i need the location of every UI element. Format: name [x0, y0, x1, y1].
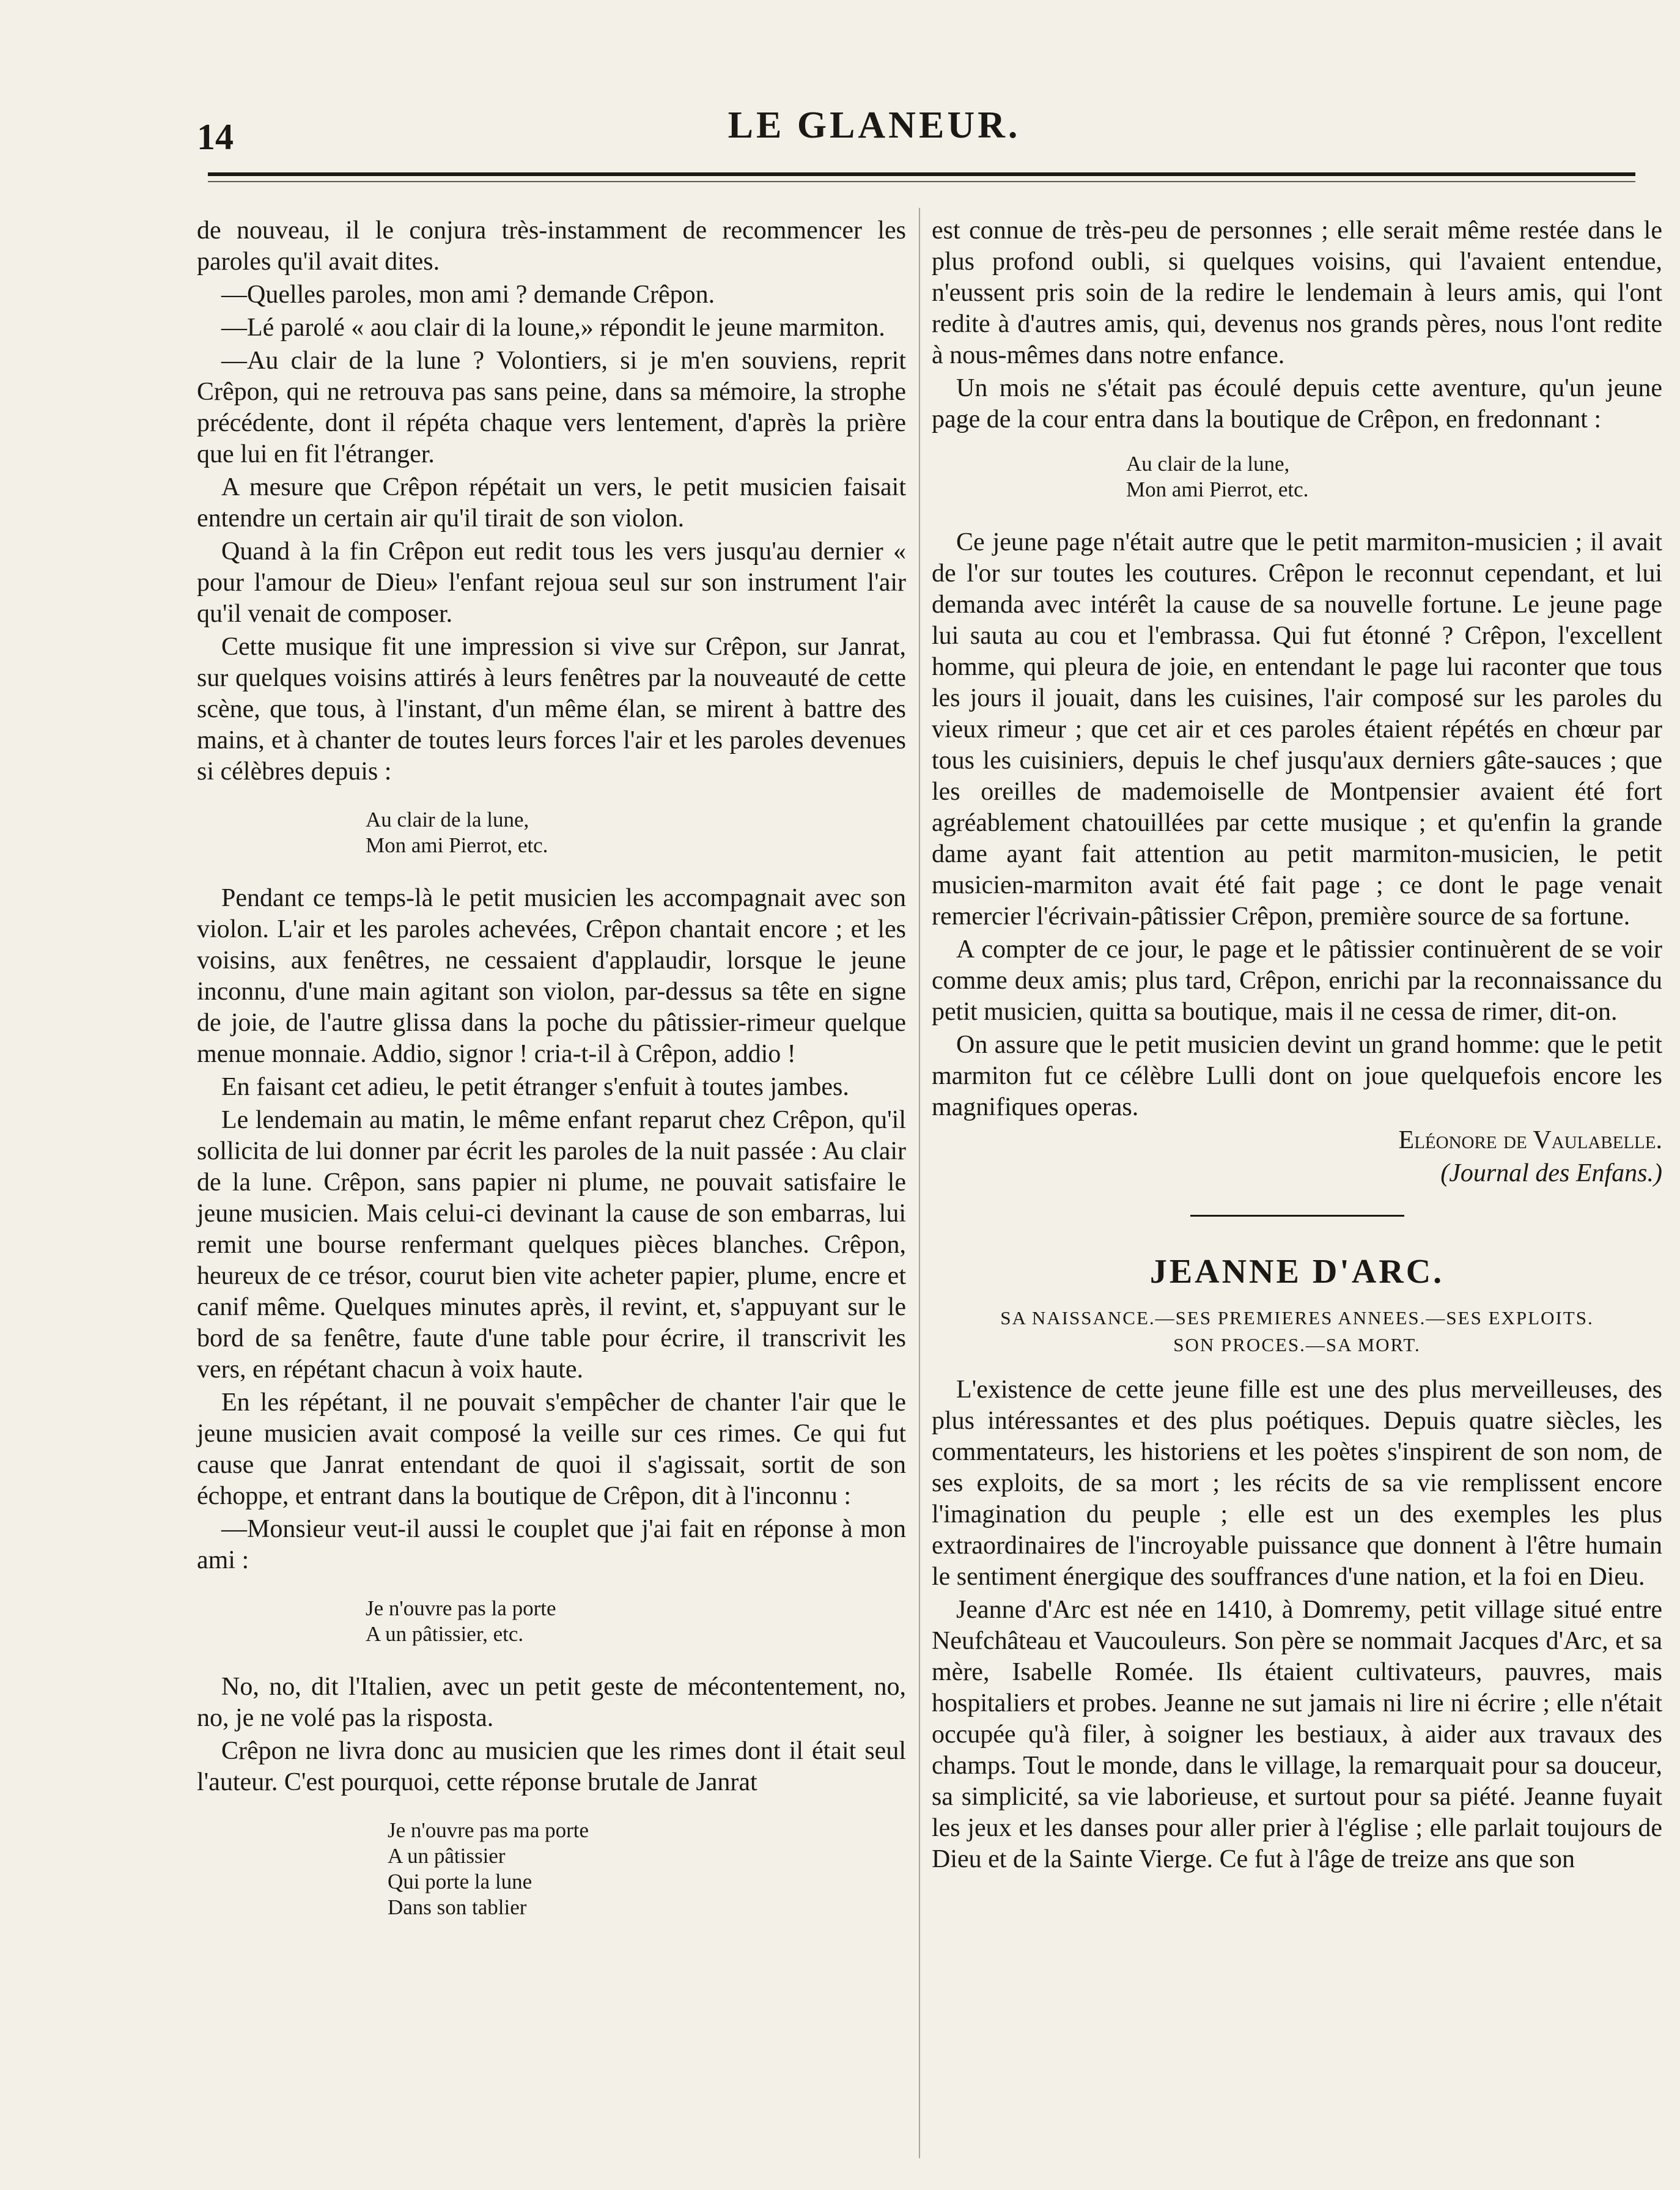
header-rule-thin: [208, 181, 1635, 182]
page-number: 14: [197, 117, 234, 157]
paragraph: A mesure que Crêpon répétait un vers, le petit musicien faisait entendre un certain air qu'il tirait de son violon.: [197, 473, 906, 533]
header-rule: [208, 172, 1635, 176]
running-title: LE GLANEUR.: [728, 105, 1021, 146]
verse-block: [197, 1818, 906, 1920]
paragraph: Ce jeune page n'était autre que le petit marmiton-musicien ; il avait de l'or sur toutes les coutures. Crêpon le reconnut cependant, et lui demanda avec intérêt la cause de sa nouvelle fortune. Le jeune page lui sauta au cou et l'embrassa. Qui fut étonné ? Crêpon, l'excellent homme, qui pleura de joie, en entendant le page lui raconter que tous les jours il jouait, dans les cuisines, l'air composé sur les paroles du vieux rimeur ; que cet air et ces paroles étaient répétés en chœur par tous les cuisiniers, depuis le chef jusqu'aux derniers gâte-sauces ; que les oreilles de mademoiselle de Montpensier avaient été fort agréablement chatouillées par cette musique ; et qu'enfin la grande dame ayant fait attention au petit marmiton-musicien, le petit musicien-marmiton avait été fait page ; ce dont le page venait remercier l'écrivain-pâtissier Crêpon, première source de sa fortune.: [932, 528, 1662, 931]
left-column: [197, 215, 906, 1945]
paragraph: Pendant ce temps-là le petit musicien les accompagnait avec son violon. L'air et les paroles achevées, Crêpon chantait encore ; et les voisins, aux fenêtres, ne cessaient d'applaudir, lorsque le jeune inconnu, d'une main agitant son violon, par-dessus sa tête en signe de joie, de l'autre glissa dans la poche du pâtissier-rimeur quelque menue monnaie. Addio, signor ! cria-t-il à Crêpon, addio !: [197, 884, 906, 1068]
paragraph: —Monsieur veut-il aussi le couplet que j'ai fait en réponse à mon ami :: [197, 1515, 906, 1574]
verse-block: [932, 451, 1662, 503]
verse-block: [197, 807, 906, 858]
paragraph: L'existence de cette jeune fille est une des plus merveilleuses, des plus intéressantes et des plus poétiques. Depuis quatre siècles, les commentateurs, les historiens et les poètes s'inspirent de son nom, de ses exploits, de sa mort ; les récits de sa vie remplissent encore l'imagination du peuple ; elle est un des exemples les plus extraordinaires de l'incroyable puissance que donnent à l'être humain le sentiment énergique des souffrances d'une nation, et la foi en Dieu.: [932, 1376, 1662, 1591]
verse-line: Au clair de la lune,: [1126, 452, 1290, 476]
verse-line: Je n'ouvre pas ma porte: [388, 1818, 589, 1842]
paragraph: est connue de très-peu de personnes ; elle serait même restée dans le plus profond oubli, si quelques voisins, qui l'avaient entendue, n'eussent pris soin de la redire le lendemain à leurs amis, qui l'ont redite à d'autres amis, qui, devenus nos grands pères, nous l'ont redite à nous-mêmes dans notre enfance.: [932, 216, 1662, 369]
paragraph: de nouveau, il le conjura très-instamment de recommencer les paroles qu'il avait dites.: [197, 216, 906, 276]
paragraph: Le lendemain au matin, le même enfant reparut chez Crêpon, qu'il sollicita de lui donner par écrit les paroles de la nuit passée : Au clair de la lune. Crêpon, sans papier ni plume, ne pouvait satisfaire le jeune musicien. Mais celui-ci devinant la cause de son embarras, lui remit une bourse renfermant quelques pièces blanches. Crêpon, heureux de ce trésor, courut bien vite acheter papier, plume, encre et canif même. Quelques minutes après, il revint, et, s'appuyant sur le bord de sa fenêtre, faute d'une table pour écrire, il transcrivit les vers, en répétant chacun à voix haute.: [197, 1106, 906, 1384]
verse-line: Qui porte la lune: [388, 1870, 532, 1893]
author-signature: Eléonore de Vaulabelle.: [1398, 1126, 1662, 1154]
verse-block: [197, 1596, 906, 1647]
verse-line: A un pâtissier, etc.: [366, 1622, 524, 1646]
paragraph: Quand à la fin Crêpon eut redit tous les vers jusqu'au dernier « pour l'amour de Dieu» l'enfant rejoua seul sur son instrument l'air qu'il venait de composer.: [197, 537, 906, 628]
section-rule: [1190, 1215, 1404, 1217]
section-subtitle-line: SON PROCES.—SA MORT.: [1173, 1334, 1421, 1355]
verse-line: Mon ami Pierrot, etc.: [1126, 477, 1309, 501]
paragraph: Jeanne d'Arc est née en 1410, à Domremy, petit village situé entre Neufchâteau et Vaucouleurs. Son père se nommait Jacques d'Arc, et sa mère, Isabelle Romée. Ils étaient cultivateurs, pauvres, mais hospitaliers et probes. Jeanne ne sut jamais ni lire ni écrire ; elle n'était occupée qu'à filer, à soigner les bestiaux, à aider aux travaux des champs. Tout le monde, dans le village, la remarquait pour sa douceur, sa simplicité, sa vie laborieuse, et surtout pour sa piété. Jeanne fuyait les jeux et les danses pour aller prier à l'église ; elle parlait toujours de Dieu et de la Sainte Vierge. Ce fut à l'âge de treize ans que son: [932, 1596, 1662, 1873]
paragraph: On assure que le petit musicien devint un grand homme: que le petit marmiton fut ce célèbre Lulli dont on joue quelquefois encore les magnifiques operas.: [932, 1031, 1662, 1121]
right-column: [932, 215, 1662, 1877]
verse-line: A un pâtissier: [388, 1844, 506, 1868]
paragraph: En les répétant, il ne pouvait s'empêcher de chanter l'air que le jeune musicien avait composé la veille sur ces rimes. Ce qui fut cause que Janrat entendant de quoi il s'agissait, sortit de son échoppe, et entrant dans la boutique de Crêpon, dit à l'inconnu :: [197, 1388, 906, 1510]
verse-line: Au clair de la lune,: [366, 808, 529, 831]
paragraph: No, no, dit l'Italien, avec un petit geste de mécontentement, no, no, je ne volé pas la risposta.: [197, 1673, 906, 1732]
paragraph: —Lé parolé « aou clair di la loune,» répondit le jeune marmiton.: [221, 314, 885, 342]
column-divider: [919, 208, 920, 2158]
paragraph: Cette musique fit une impression si vive sur Crêpon, sur Janrat, sur quelques voisins attirés à leurs fenêtres par la nouveauté de cette scène, que tous, à l'instant, d'un même élan, se mirent à battre des mains, et à chanter de toutes leurs forces l'air et les paroles devenues si célèbres depuis :: [197, 633, 906, 786]
paragraph: —Au clair de la lune ? Volontiers, si je m'en souviens, reprit Crêpon, qui ne retrouva pas sans peine, dans sa mémoire, la strophe précédente, dont il répéta chaque vers lentement, d'après la prière que lui en fit l'étranger.: [197, 347, 906, 468]
paragraph: —Quelles paroles, mon ami ? demande Crêpon.: [221, 281, 715, 309]
verse-line: Dans son tablier: [388, 1895, 527, 1919]
paragraph: Un mois ne s'était pas écoulé depuis cette aventure, qu'un jeune page de la cour entra dans la boutique de Crêpon, en fredonnant :: [932, 374, 1662, 433]
section-subtitle-line: SA NAISSANCE.—SES PREMIERES ANNEES.—SES EXPLOITS.: [1000, 1307, 1594, 1329]
verse-line: Je n'ouvre pas la porte: [366, 1596, 556, 1620]
paragraph: A compter de ce jour, le page et le pâtissier continuèrent de se voir comme deux amis; plus tard, Crêpon, enrichi par la reconnaissance du petit musicien, quitta sa boutique, mais il ne cessa de rimer, dit-on.: [932, 935, 1662, 1026]
section-title: JEANNE D'ARC.: [1149, 1253, 1445, 1291]
paragraph: Crêpon ne livra donc au musicien que les rimes dont il était seul l'auteur. C'est pourquoi, cette réponse brutale de Janrat: [197, 1737, 906, 1796]
paragraph: En faisant cet adieu, le petit étranger s'enfuit à toutes jambes.: [221, 1073, 849, 1101]
verse-line: Mon ami Pierrot, etc.: [366, 833, 548, 857]
source-credit: (Journal des Enfans.): [1440, 1159, 1662, 1187]
section-subtitle: [932, 1305, 1662, 1359]
